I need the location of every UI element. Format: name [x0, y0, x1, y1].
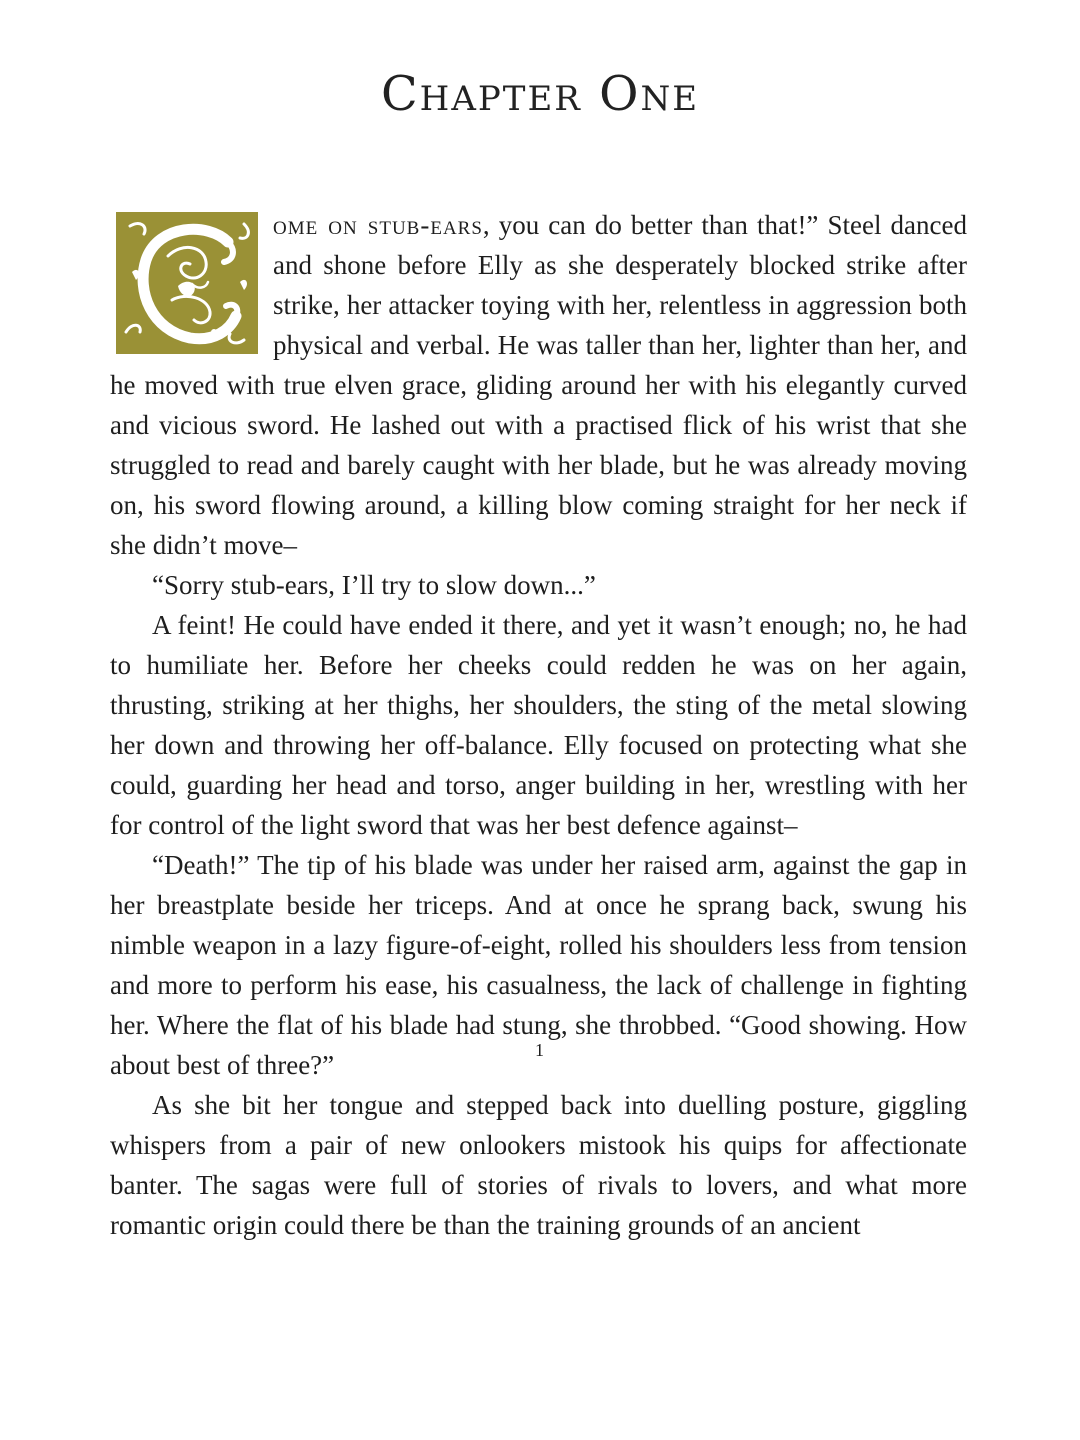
drop-cap-letter — [116, 212, 258, 354]
paragraph: “Sorry stub-ears, I’ll try to slow down...” — [152, 570, 596, 600]
opening-lead-in-rest: , you can do better than that!” — [482, 210, 819, 240]
page-number: 1 — [535, 1040, 545, 1060]
opening-lead-in: ome on stub-ears — [273, 210, 483, 240]
paragraph: As she bit her tongue and stepped back into duelling posture, giggling whispers from a pair of new onlookers mistook his quips for affectionate banter. The sagas were full of stories of rivals to lovers, and what more romantic origin could there be than the training grounds of an ancient — [110, 1090, 967, 1240]
chapter-title: Chapter One — [380, 66, 700, 122]
opening-rest: Steel danced and shone before Elly as she desperately blocked strike after strike, her attacker toying with her, relentless in aggression both physical and verbal. He was taller than her, lighter than her, and he moved with true elven grace, gliding around her with his elegantly curved and vicious sword. He lashed out with a practised flick of his wrist that she struggled to read and barely caught with her blade, but he was already moving on, his sword flowing around, a killing blow coming straight for her neck if she didn’t move– — [110, 210, 967, 560]
paragraph: “Death!” The tip of his blade was under her raised arm, against the gap in her breastplate beside her triceps. And at once he sprang back, swung his nimble weapon in a lazy figure-of-eight, rolled his shoulders less from tension and more to perform his ease, his casualness, the lack of challenge in fighting her. Where the flat of his blade had stung, she throbbed. “Good showing. How about best of three?” — [110, 850, 967, 1080]
drop-cap-ornament-icon — [116, 212, 258, 354]
paragraph: A feint! He could have ended it there, and yet it wasn’t enough; no, he had to humiliate her. Before her cheeks could redden he was on her again, thrusting, striking at her thighs, her shoulders, the sting of the metal slowing her down and throwing her off-balance. Elly focused on protecting what she could, guarding her head and torso, anger building in her, wrestling with her for control of the light sword that was her best defence against– — [110, 610, 967, 840]
chapter-body — [110, 205, 967, 1245]
